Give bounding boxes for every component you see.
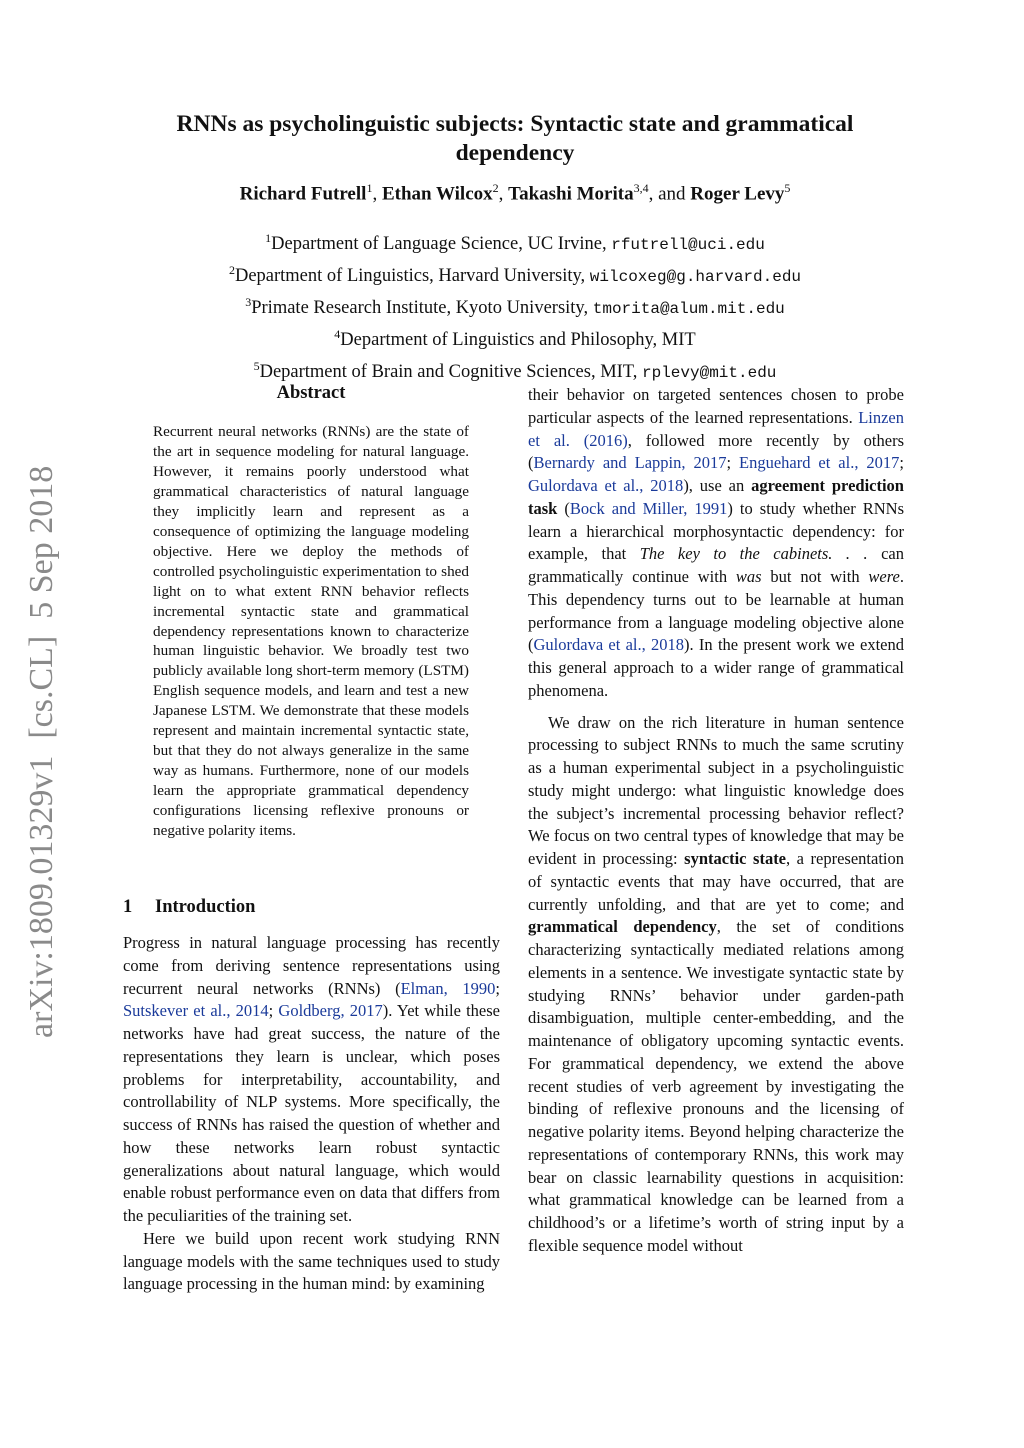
arxiv-stamp bbox=[14, 460, 62, 1040]
affiliation-superscript: 5 bbox=[253, 358, 260, 373]
author-name: Roger Levy bbox=[690, 183, 785, 205]
affiliation bbox=[130, 354, 900, 386]
section-heading bbox=[123, 897, 503, 918]
bold-term: grammatical dependency bbox=[528, 917, 717, 937]
section-title: Introduction bbox=[155, 897, 256, 917]
text-run: ; bbox=[495, 978, 500, 998]
text-run: ). Yet while these networks have had great success, the nature of the representations they learn is unclear, which poses problems for interpretability, accountability, and controllability of NLP systems. More specifically, the success of RNNs has raised the question of whether and how these networks learn robust syntactic generalizations about natural language, which would enable robust performance even on data that differs from the peculiarities of the training set. bbox=[123, 1001, 500, 1225]
email-link[interactable]: tmorita@alum.mit.edu bbox=[592, 300, 785, 319]
paragraph bbox=[123, 1228, 500, 1296]
abstract-heading: Abstract bbox=[276, 383, 346, 403]
citation-link[interactable]: Elman, 1990 bbox=[400, 978, 496, 998]
paper-title: RNNs as psycholinguistic subjects: Syntactic state and grammatical dependency bbox=[176, 111, 854, 166]
citation-link[interactable]: Enguehard et al., 2017 bbox=[739, 453, 900, 473]
citation-link[interactable]: Gulordava et al., 2018 bbox=[533, 635, 685, 655]
affiliation bbox=[130, 290, 900, 322]
author-name: Richard Futrell bbox=[239, 183, 367, 205]
text-run: . This dependency turns out to be learnable at human performance from a language modeling objective alone ( bbox=[528, 567, 904, 655]
arxiv-identifier: arXiv:1809.01329v1 [cs.CL] 5 Sep 2018 bbox=[23, 465, 60, 1038]
text-run: , a representation of syntactic events that may have occurred, that are currently unfolding, and that are yet to come; and bbox=[528, 849, 904, 914]
text-run: Here we build upon recent work studying RNN language models with the same techniques used to study language processing in the human mind: by examining bbox=[123, 1228, 500, 1294]
text-run: , the set of conditions characterizing syntactically mediated relations among elements in a sentence. We investigate syntactic state by studying RNNs’ behavior under garden-path disambiguation, multiple center-embedding, and the maintenance of obligatory upcoming syntactic events. For grammatical dependency, we extend the above recent studies of verb agreement by investigating the binding of reflexive pronouns and the licensing of negative polarity items. Beyond helping characterize the representations of contemporary RNNs, this work may bear on classic learnability questions in acquisition: what grammatical knowledge can be learned from a childhood’s or a lifetime’s worth of string input by a flexible sequence model without bbox=[528, 917, 904, 1255]
abstract-body: Recurrent neural networks (RNNs) are the state of the art in sequence modeling for natural language. However, it remains poorly understood what grammatical characteristics of natural language they implicitly learn and represent as a consequence of optimizing the language modeling objective. Here we deploy the methods of controlled psycholinguistic experimentation to shed light on to what extent RNN behavior reflects incremental syntactic state and grammatical dependency representations known to characterize human linguistic behavior. We broadly test two publicly available long short-term memory (LSTM) English sequence models, and learn and test a new Japanese LSTM. We demonstrate that these models represent and maintain incremental syntactic state, but that they do not always generalize in the same way as humans. Furthermore, none of our models learn the appropriate grammatical dependency configurations licensing reflexive pronouns or negative polarity items. bbox=[153, 423, 469, 840]
affiliation-superscript: 4 bbox=[334, 327, 341, 342]
text-run: We draw on the rich literature in human sentence processing to subject RNNs to much the same scrutiny as a human experimental subject in a psycholinguistic study might undergo: what linguistic knowledge does the subject’s incremental processing behavior reflect? We focus on two central types of knowledge that may be evident in processing: bbox=[528, 712, 904, 868]
paragraph-continued bbox=[528, 384, 904, 703]
affiliation-text: Department of Brain and Cognitive Sciences, MIT, bbox=[259, 361, 642, 382]
citation-link[interactable]: Goldberg, 2017 bbox=[278, 1001, 383, 1021]
affiliation-text: Department of Linguistics, Harvard University, bbox=[234, 266, 590, 287]
bold-term: agreement prediction task bbox=[528, 476, 904, 518]
italic-example: were bbox=[868, 567, 900, 586]
author-superscript: 3,4 bbox=[633, 181, 649, 195]
author-superscript: 2 bbox=[492, 181, 499, 195]
affiliation-text: Department of Linguistics and Philosophy, MIT bbox=[340, 330, 696, 351]
text-run: ). In the present work we extend this general approach to a wider range of grammatical phenomena. bbox=[528, 635, 904, 700]
paragraph bbox=[528, 712, 904, 1258]
affiliation-superscript: 3 bbox=[245, 295, 252, 310]
author-name: Takashi Morita bbox=[508, 183, 634, 205]
section-number: 1 bbox=[123, 897, 133, 917]
text-run: their behavior on targeted sentences chosen to probe particular aspects of the learned representations. bbox=[528, 385, 904, 427]
author-list: Richard Futrell$^1$, Ethan Wilcox$^2$, Takashi Morita$^{3,4}$, and Roger Levy$^5$ bbox=[239, 181, 791, 205]
author-connector: and bbox=[658, 183, 686, 205]
affiliation-text: Department of Language Science, UC Irvine, bbox=[271, 234, 612, 255]
text-run: ) to study whether RNNs learn a hierarchical morphosyntactic dependency: for example, that bbox=[528, 498, 905, 564]
affiliation-list bbox=[130, 226, 900, 386]
paragraph bbox=[123, 932, 500, 1228]
citation-link[interactable]: Bock and Miller, 1991 bbox=[569, 498, 728, 518]
text-run: can grammatically continue with bbox=[528, 544, 904, 586]
citation-link[interactable]: Linzen et al. (2016) bbox=[528, 407, 904, 450]
italic-example: was bbox=[735, 567, 762, 586]
email-link[interactable]: wilcoxeg@g.harvard.edu bbox=[589, 268, 802, 287]
bold-term: syntactic state bbox=[684, 849, 787, 868]
affiliation bbox=[130, 258, 900, 290]
email-link[interactable]: rfutrell@uci.edu bbox=[611, 236, 765, 255]
text-run: ; bbox=[899, 453, 904, 473]
affiliation-superscript: 1 bbox=[265, 231, 272, 245]
left-column-body bbox=[123, 932, 500, 1296]
italic-example: The key to the cabinets. . . bbox=[639, 544, 868, 564]
author-name: Ethan Wilcox bbox=[381, 183, 493, 205]
text-run: ; bbox=[726, 453, 739, 473]
text-run: Progress in natural language processing has recently come from deriving sentence representations using recurrent neural networks (RNNs) ( bbox=[123, 933, 500, 998]
citation-link[interactable]: Bernardy and Lappin, 2017 bbox=[533, 453, 727, 473]
text-run: , followed more recently by others ( bbox=[528, 430, 904, 473]
text-run: ( bbox=[557, 498, 570, 518]
right-column-body bbox=[528, 384, 904, 1258]
text-run: ), use an bbox=[683, 476, 752, 495]
citation-link[interactable]: Sutskever et al., 2014 bbox=[123, 1001, 269, 1021]
citation-link[interactable]: Gulordava et al., 2018 bbox=[528, 476, 684, 495]
affiliation-text: Primate Research Institute, Kyoto University, bbox=[251, 298, 593, 319]
email-link[interactable]: rplevy@mit.edu bbox=[641, 363, 777, 382]
affiliation bbox=[130, 226, 900, 258]
author-superscript: 5 bbox=[784, 181, 791, 195]
affiliation bbox=[130, 322, 900, 353]
text-run: ; bbox=[268, 1001, 279, 1021]
affiliation-superscript: 2 bbox=[228, 263, 235, 278]
text-run: but not with bbox=[761, 567, 869, 586]
author-superscript: 1 bbox=[366, 181, 373, 195]
